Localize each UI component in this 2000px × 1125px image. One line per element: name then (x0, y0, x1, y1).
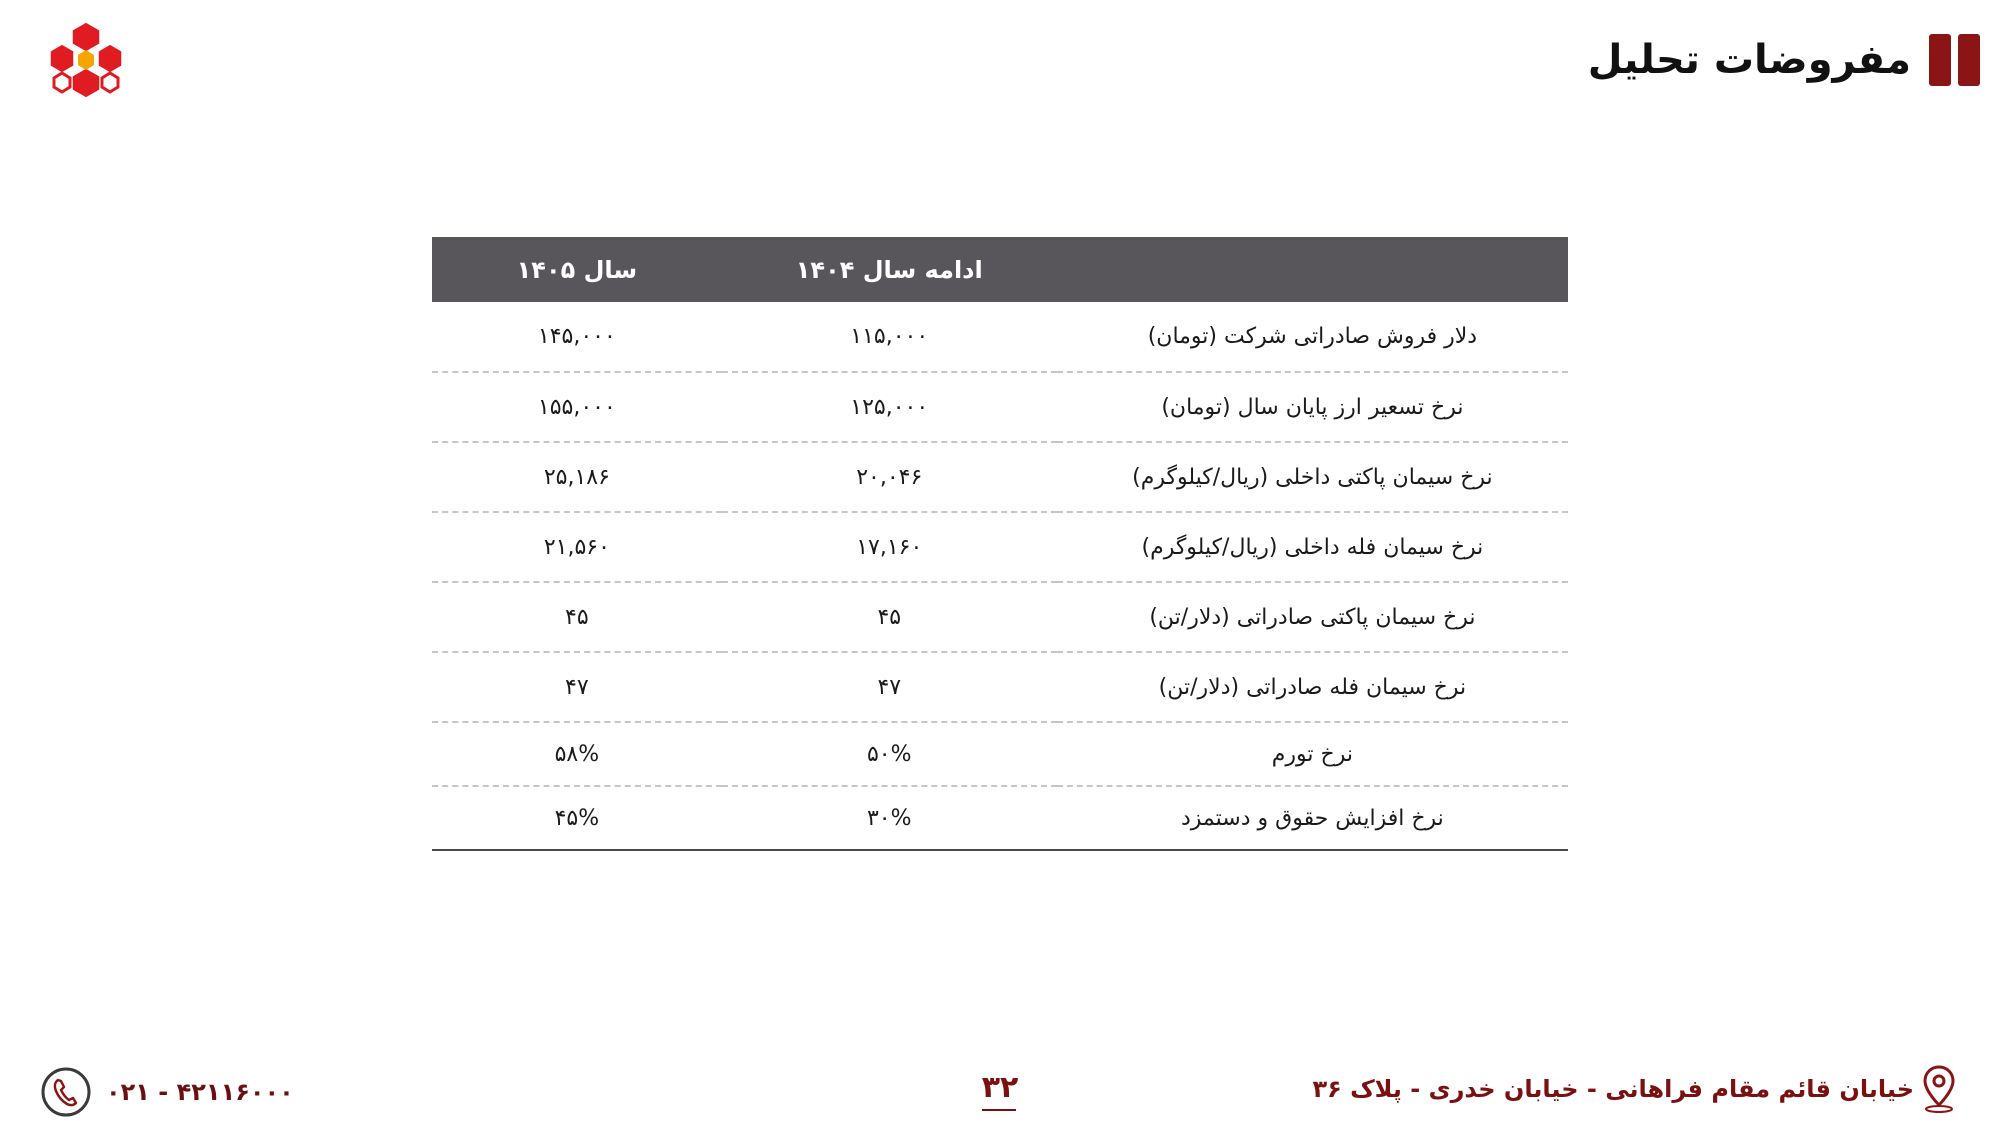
cell-1404: ۴۵ (722, 582, 1057, 652)
row-label: دلار فروش صادراتی شرکت (تومان) (1057, 302, 1568, 372)
cell-1405: ۴۵% (432, 786, 722, 850)
table-header-row (432, 237, 1568, 302)
table-row (432, 512, 1568, 582)
cell-1404: ۳۰% (722, 786, 1057, 850)
table-row (432, 722, 1568, 786)
row-label: نرخ سیمان پاکتی داخلی (ریال/کیلوگرم) (1057, 442, 1568, 512)
page-number-underline (982, 1109, 1016, 1111)
cell-1405: ۲۵,۱۸۶ (432, 442, 722, 512)
address-text: خیابان قائم مقام فراهانی - خیابان خدری - پلاک ۳۶ (1312, 1075, 1914, 1103)
phone-number: ۰۲۱ - ۴۲۱۱۶۰۰۰ (106, 1078, 294, 1106)
cell-1405: ۴۵ (432, 582, 722, 652)
column-header (1057, 237, 1568, 302)
cell-1405: ۴۷ (432, 652, 722, 722)
footer-address (1312, 1064, 1956, 1114)
row-label: نرخ سیمان فله داخلی (ریال/کیلوگرم) (1057, 512, 1568, 582)
page-title: مفروضات تحلیل (1587, 37, 1911, 83)
cell-1404: ۱۱۵,۰۰۰ (722, 302, 1057, 372)
table-row (432, 302, 1568, 372)
cell-1404: ۵۰% (722, 722, 1057, 786)
table-row (432, 786, 1568, 850)
cell-1405: ۱۴۵,۰۰۰ (432, 302, 722, 372)
column-header: ادامه سال ۱۴۰۴ (795, 255, 983, 284)
table-row (432, 442, 1568, 512)
cell-1404: ۱۲۵,۰۰۰ (722, 372, 1057, 442)
table-row (432, 582, 1568, 652)
assumptions-table (432, 237, 1568, 851)
row-label: نرخ افزایش حقوق و دستمزد (1057, 786, 1568, 850)
table-row (432, 652, 1568, 722)
row-label: نرخ سیمان پاکتی صادراتی (دلار/تن) (1057, 582, 1568, 652)
table-row (432, 372, 1568, 442)
cell-1404: ۲۰,۰۴۶ (722, 442, 1057, 512)
row-label: نرخ تسعیر ارز پایان سال (تومان) (1057, 372, 1568, 442)
title-marker-icon (1929, 34, 1980, 86)
footer-phone (40, 1064, 294, 1120)
page-header (1588, 30, 1980, 90)
cell-1405: ۱۵۵,۰۰۰ (432, 372, 722, 442)
cell-1405: ۲۱,۵۶۰ (432, 512, 722, 582)
location-pin-icon (1922, 1064, 1956, 1114)
cell-1405: ۵۸% (432, 722, 722, 786)
company-logo (48, 20, 124, 102)
row-label: نرخ سیمان فله صادراتی (دلار/تن) (1057, 652, 1568, 722)
cell-1404: ۴۷ (722, 652, 1057, 722)
page-number: ۳۲ (981, 1070, 1019, 1105)
cell-1404: ۱۷,۱۶۰ (722, 512, 1057, 582)
phone-icon (40, 1065, 92, 1119)
row-label: نرخ تورم (1057, 722, 1568, 786)
column-header: سال ۱۴۰۵ (516, 255, 638, 284)
